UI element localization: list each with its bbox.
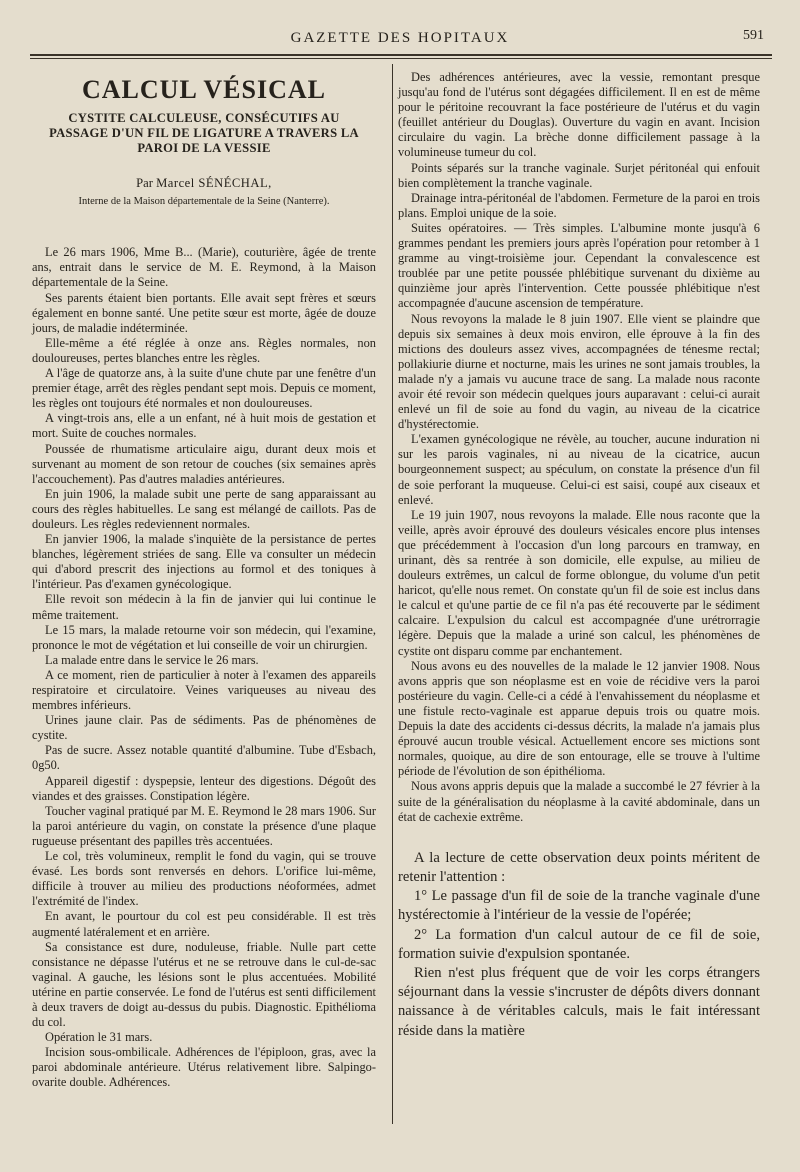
paragraph: Points séparés sur la tranche vaginale. Surjet péritonéal qui enfouit bien complètement la tranche vaginale. — [398, 160, 760, 190]
conclusion-paragraph: 2° La formation d'un calcul autour de ce fil de soie, formation suivie d'expulsion spontanée. — [398, 926, 760, 962]
column-divider — [392, 64, 393, 1124]
paragraph: Le 15 mars, la malade retourne voir son médecin, qui l'examine, prononce le mot de végétation et lui conseille de voir un chirurgien. — [32, 622, 376, 652]
article-title: CALCUL VÉSICAL — [82, 75, 326, 104]
author-line — [32, 176, 376, 191]
paragraph: Suites opératoires. — Très simples. L'albumine monte jusqu'à 6 grammes pendant les premiers jours après l'opération pour retomber à 1 gramme au vingt-troisième jour. Cependant la convalescence est troublée par une petite poussée phlébitique survenant du dixième au quinzième jour après l'intervention. Cette poussée phlébitique n'est accompagnée d'aucune ascension de température. — [398, 220, 760, 311]
page-number: 591 — [743, 28, 764, 43]
paragraph: Ses parents étaient bien portants. Elle avait sept frères et sœurs également en bonne santé. Une petite sœur est morte, âgée de douze jours, de maladie indéterminée. — [32, 290, 376, 335]
conclusion-paragraph: 1° Le passage d'un fil de soie de la tranche vaginale d'une hystérectomie à l'intérieur de la vessie de l'opérée; — [398, 888, 760, 924]
paragraph: Appareil digestif : dyspepsie, lenteur des digestions. Dégoût des viandes et des graisses. Constipation légère. — [32, 773, 376, 803]
paragraph: Sa consistance est dure, noduleuse, friable. Nulle part cette consistance ne dépasse l'utérus et ne se retrouve dans le cul-de-sac vaginal. A gauche, les lésions sont le plus accentuées. Mobilité utérine en partie conservée. Le fond de l'utérus est senti difficilement à deux travers de doigt au-dessus du pubis. Diagnostic. Epithélioma du col. — [32, 939, 376, 1030]
paragraph: A ce moment, rien de particulier à noter à l'examen des appareils respiratoire et circulatoire. Veines variqueuses au niveau des membres inférieurs. — [32, 667, 376, 713]
paragraph: Opération le 31 mars. — [45, 1030, 153, 1045]
author-affiliation: Interne de la Maison départementale de la Seine (Nanterre). — [78, 196, 330, 208]
journal-title: GAZETTE DES HOPITAUX — [290, 30, 510, 46]
header-rule-thin — [30, 58, 772, 59]
paragraph: En juin 1906, la malade subit une perte de sang apparaissant au cours des règles habituelles. Le sang est mélangé de caillots. Pas de douleurs. Les règles redeviennent normales. — [32, 486, 376, 531]
paragraph: Nous avons appris depuis que la malade a succombé le 27 février à la suite de la généralisation du néoplasme à la cavité abdominale, dans un état de cachexie extrême. — [398, 779, 760, 824]
conclusion-section — [398, 849, 760, 1041]
paragraph: A vingt-trois ans, elle a un enfant, né à huit mois de gestation et mort. Suite de couches normales. — [32, 411, 376, 441]
paragraph: Des adhérences antérieures, avec la vessie, remontant presque jusqu'au fond de l'utérus sont dégagées difficilement. Il en est de même pour le péritoine recouvrant la face postérieure de l'utérus et du vagin (feuillet antérieur du Douglas). Ouverture du vagin en avant. Incision circulaire du vagin. La brèche donne difficilement passage à la volumineuse tumeur du col. — [398, 70, 760, 160]
article-subtitle: CYSTITE CALCULEUSE, CONSÉCUTIFS AU PASSAGE D'UN FIL DE LIGATURE A TRAVERS LA PAROI DE LA VESSIE — [49, 111, 359, 156]
paragraph: Toucher vaginal pratiqué par M. E. Reymond le 28 mars 1906. Sur la paroi antérieure du vagin, on constate la présence d'une plaque rugueuse présentant des papilles très accentuées. — [32, 803, 376, 848]
paragraph: Urines jaune clair. Pas de sédiments. Pas de phénomènes de cystite. — [32, 713, 376, 743]
paragraph: Poussée de rhumatisme articulaire aigu, durant deux mois et survenant au moment de son retour de couches (six semaines après l'accouchement). Pas d'autres maladies antérieures. — [32, 441, 376, 486]
paragraph: Drainage intra-péritonéal de l'abdomen. Fermeture de la paroi en trois plans. Emploi unique de la soie. — [398, 190, 760, 220]
paragraph: Pas de sucre. Assez notable quantité d'albumine. Tube d'Esbach, 0g50. — [32, 743, 376, 773]
paragraph: Nous revoyons la malade le 8 juin 1907. Elle vient se plaindre que depuis six semaines à deux mois environ, elle éprouve à la fin des mictions des douleurs assez vives, accompagnées de ténesme rectal; pollakiurie diurne et nocturne, mais les urines ne sont jamais troubles, la malade n'y a jamais vu aucune trace de sang. La malade nous raconte avoir été revoir son médecin quelques jours auparavant : celui-ci aurait enlevé un fil de soie au fond du vagin, au niveau de la cicatrice d'hystérectomie. — [398, 311, 760, 432]
paragraph: Elle-même a été réglée à onze ans. Règles normales, non douloureuses, pertes blanches entre les règles. — [32, 335, 376, 365]
header-rule — [30, 54, 772, 56]
paragraph: Incision sous-ombilicale. Adhérences de l'épiploon, gras, avec la paroi abdominale antérieure. Utérus relativement libre. Salpingo-ovarite double. Adhérences. — [32, 1045, 376, 1090]
page-header — [30, 30, 770, 52]
paragraph: L'examen gynécologique ne révèle, au toucher, aucune induration ni sur les parois vaginales, ni au niveau de la cicatrice, aucun bourgeonnement suspect; au spéculum, on constate la présence d'un fil de soie perforant la muqueuse. Celui-ci est saisi, coupé aux ciseaux et enlevé. — [398, 432, 760, 507]
paragraph: La malade entre dans le service le 26 mars. — [45, 652, 259, 667]
conclusion-paragraph: Rien n'est plus fréquent que de voir les corps étrangers séjournant dans la vessie s'incruster de dépôts divers donnant naissance à de véritables calculs, mais le fait intéressant réside dans la matière — [398, 964, 760, 1039]
author-name: Marcel SÉNÉCHAL, — [156, 176, 272, 191]
paragraph: A l'âge de quatorze ans, à la suite d'une chute par une fenêtre d'un premier étage, arrêt des règles pendant sept mois. Depuis ce moment, les règles ont toujours été normales et non douloureuses. — [32, 366, 376, 411]
author-prefix: Par — [136, 176, 153, 191]
paragraph: En janvier 1906, la malade s'inquiète de la persistance de pertes blanches, légèrement striées de sang. Elle va consulter un médecin qui d'abord prescrit des injections au formol et des toniques à l'intérieur. Pas d'examen gynécologique. — [32, 532, 376, 592]
right-column — [398, 70, 760, 1041]
left-column — [32, 64, 376, 1091]
article-title-block — [32, 75, 376, 209]
paragraph: Le 19 juin 1907, nous revoyons la malade. Elle nous raconte que la veille, après avoir éprouvé des douleurs vésicales encore plus intenses que précédemment à l'occasion d'un long parcours en tramway, en urinant, dès sa rentrée à son domicile, elle expulse, au milieu de douleurs extrêmes, un calcul de forme oblongue, du volume d'un petit haricot, qu'elle nous remet. On constate qu'un fil de soie est inclus dans le calcul et qu'une partie de ce fil n'a pas été recouverte par le sédiment calcaire. L'expulsion du calcul est accompagnée d'une urétrorragie légère. Depuis que la malade a uriné son calcul, les phénomènes de cystite ont disparu comme par enchantement. — [398, 507, 760, 658]
paragraph: Le col, très volumineux, remplit le fond du vagin, qui se trouve évasé. Les bords sont renversés en dehors. L'orifice lui-même, difficile à trouver au milieu des productions néoformées, admet l'extrémité de l'index. — [32, 849, 376, 909]
conclusion-paragraph: A la lecture de cette observation deux points méritent de retenir l'attention : — [398, 849, 760, 885]
paragraph: En avant, le pourtour du col est peu considérable. Il est très augmenté latéralement et en arrière. — [32, 909, 376, 939]
paragraph: Nous avons eu des nouvelles de la malade le 12 janvier 1908. Nous avons appris que son néoplasme est en voie de récidive vers la paroi postérieure du vagin. Celle-ci a cédé à l'envahissement du néoplasme et une fistule recto-vaginale est apparue depuis trois ou quatre mois. Depuis la date des accidents ci-dessus décrits, la malade n'a jamais plus éprouvé aucun trouble vésical. Actuellement encore ses mictions sont normales, quoique, au dire de son entourage, elle se trouve à l'ultime période de l'évolution de son épithélioma. — [398, 658, 760, 779]
paragraph: Le 26 mars 1906, Mme B... (Marie), couturière, âgée de trente ans, entrait dans le service de M. E. Reymond, à la Maison départementale de la Seine. — [32, 245, 376, 290]
paragraph: Elle revoit son médecin à la fin de janvier qui lui continue le même traitement. — [32, 592, 376, 622]
